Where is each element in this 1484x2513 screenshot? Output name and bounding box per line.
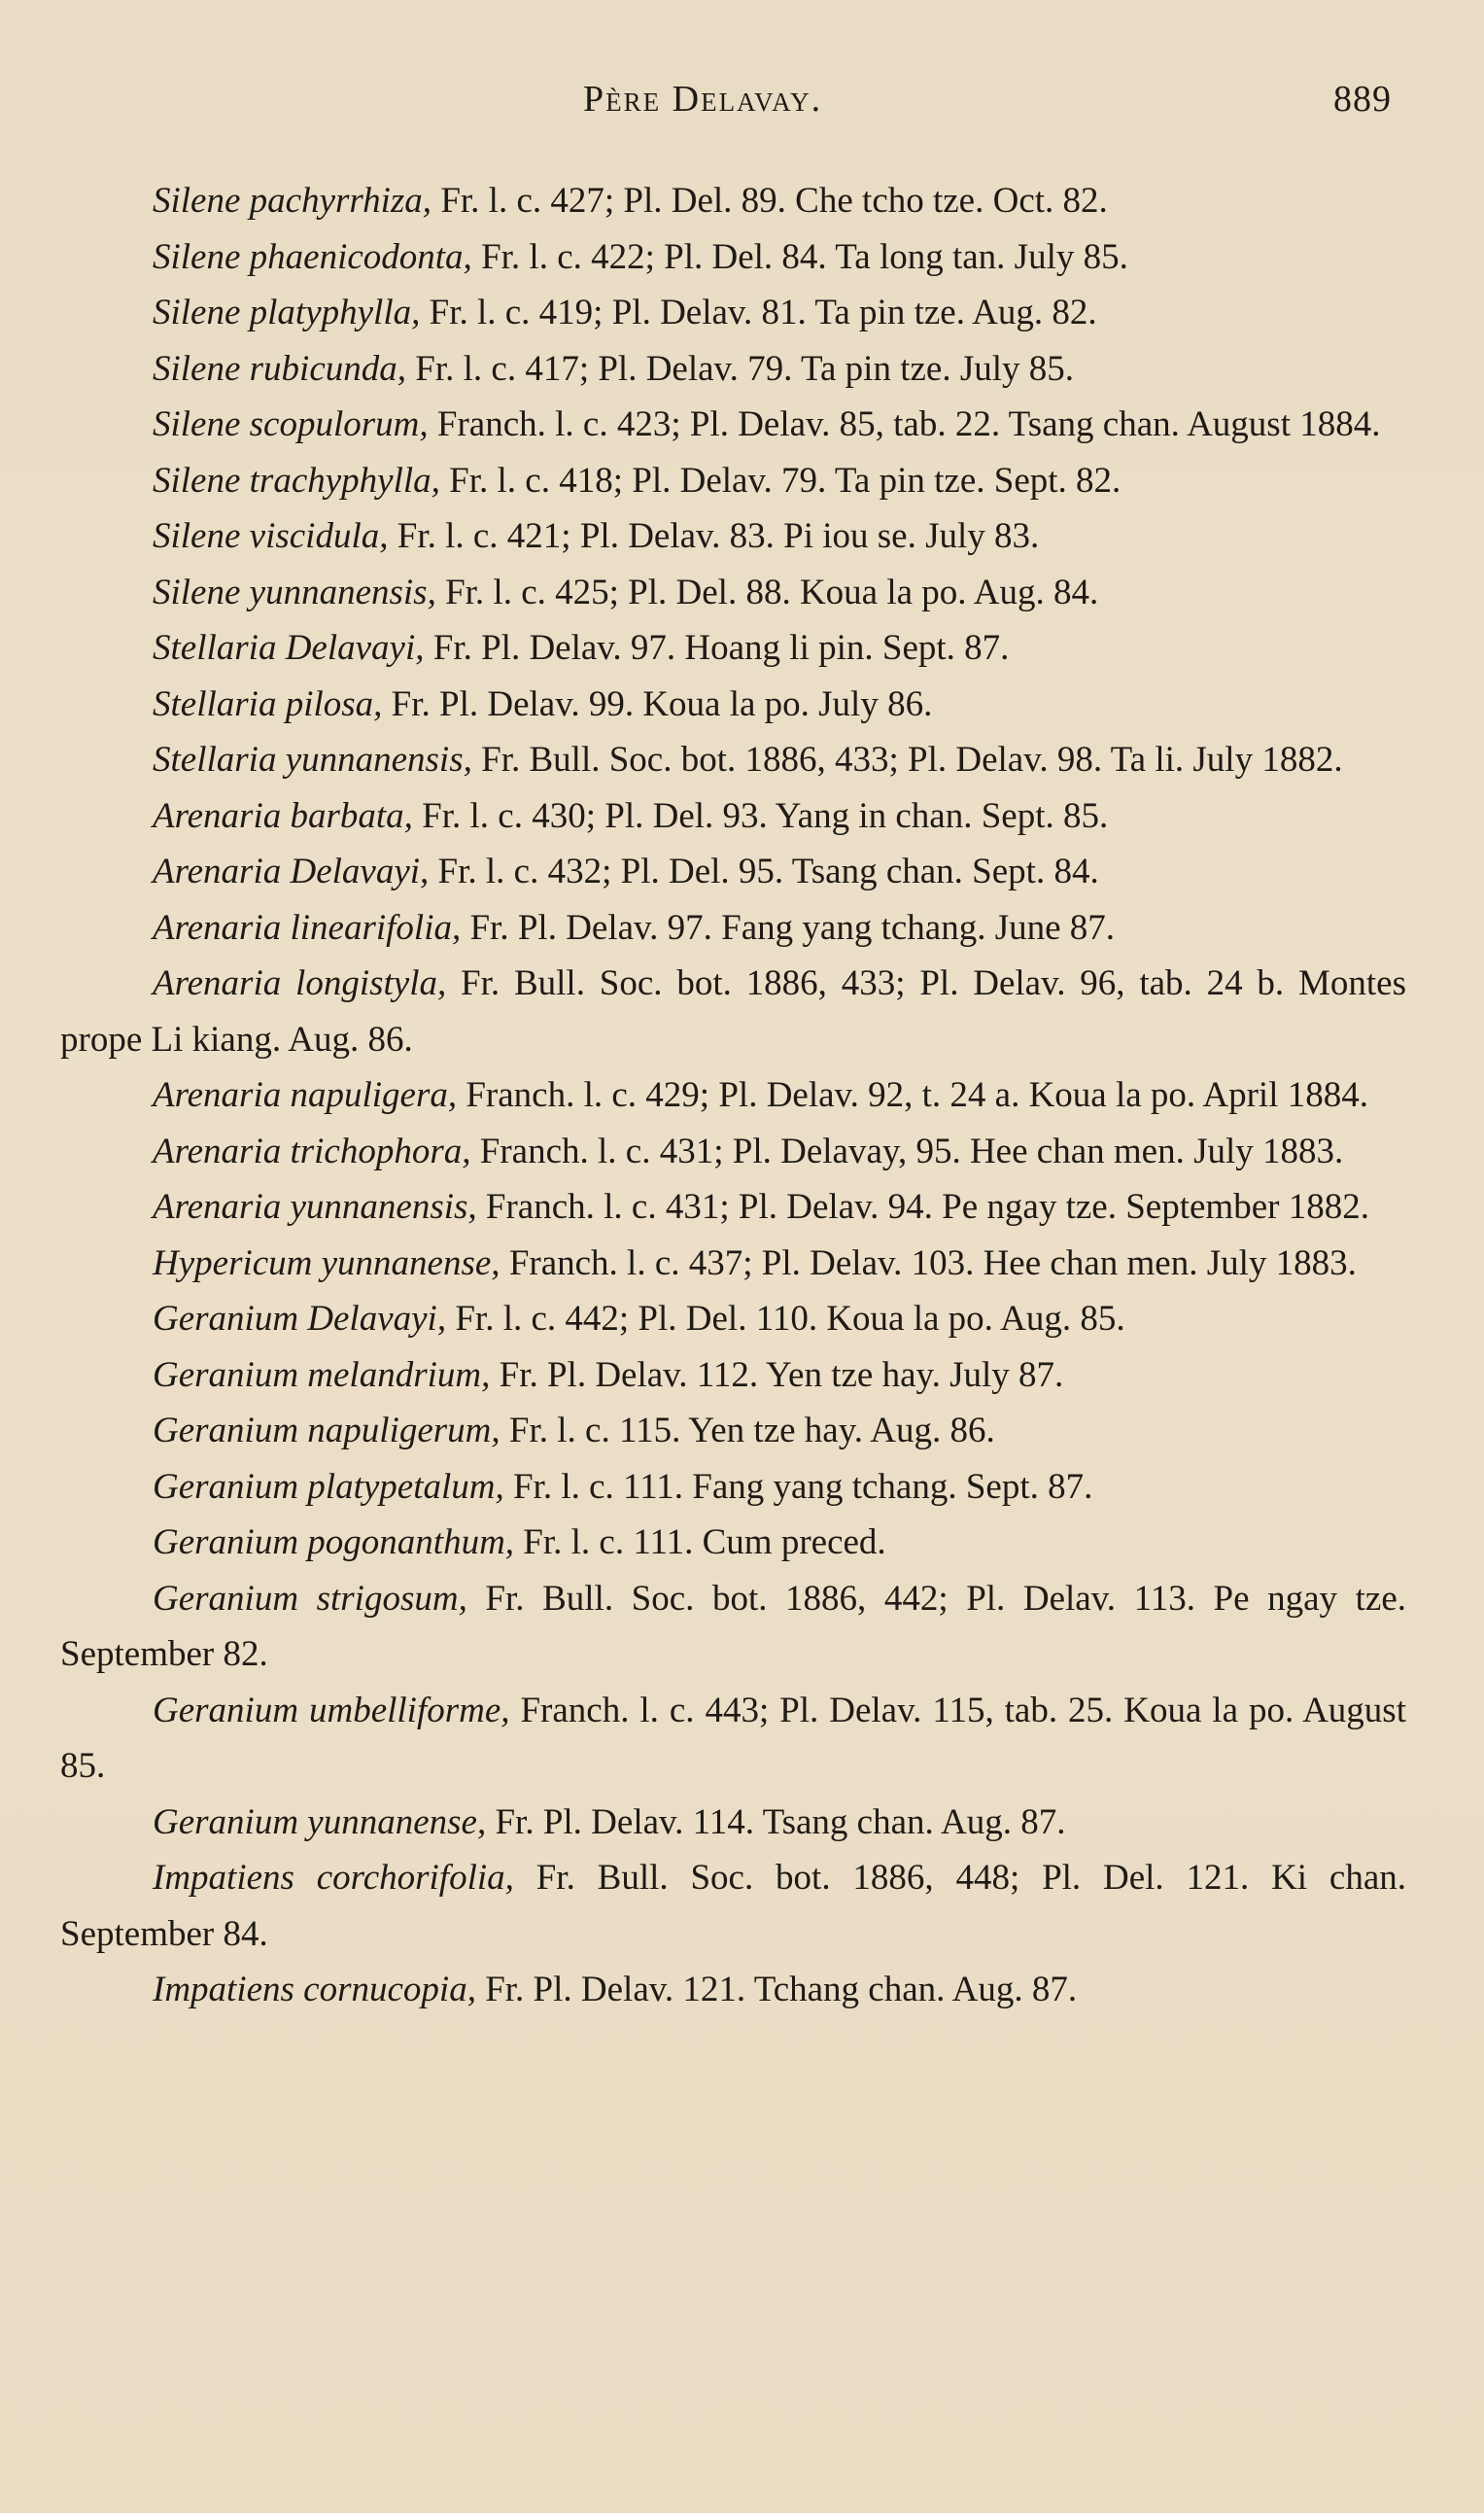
entry-details: Fr. Bull. Soc. bot. 1886, 433; Pl. Delav. 96, tab. 24 b. Montes prope Li kiang. Aug. 86.	[60, 963, 1406, 1060]
species-name: Arenaria trichophora,	[153, 1131, 471, 1171]
entry-details: Franch. l. c. 443; Pl. Delav. 115, tab. 25. Koua la po. August 85.	[60, 1690, 1406, 1786]
entry-details: Fr. Bull. Soc. bot. 1886, 433; Pl. Delav. 98. Ta li. July 1882.	[471, 740, 1343, 780]
body-text	[60, 173, 1406, 2018]
page-header	[0, 78, 1484, 136]
specimen-entry	[60, 453, 1406, 509]
entry-details: Franch. l. c. 423; Pl. Delav. 85, tab. 22. Tsang chan. August 1884.	[428, 404, 1381, 444]
species-name: Hypericum yunnanense,	[153, 1242, 500, 1283]
entry-details: Fr. l. c. 427; Pl. Del. 89. Che tcho tze. Oct. 82.	[431, 181, 1108, 221]
species-name: Silene viscidula,	[153, 516, 389, 556]
entry-details: Franch. l. c. 431; Pl. Delav. 94. Pe ngay tze. September 1882.	[476, 1187, 1369, 1227]
specimen-entry	[60, 1124, 1406, 1180]
specimen-entry	[60, 341, 1406, 398]
specimen-entry	[60, 677, 1406, 733]
species-name: Silene phaenicodonta,	[153, 236, 472, 277]
specimen-entry	[60, 1683, 1406, 1795]
species-name: Geranium napuligerum,	[153, 1411, 500, 1450]
species-name: Arenaria napuligera,	[153, 1075, 458, 1115]
species-name: Arenaria barbata,	[153, 795, 413, 836]
specimen-entry	[60, 1850, 1406, 1962]
entry-details: Fr. Pl. Delav. 97. Fang yang tchang. June 87.	[461, 907, 1116, 948]
entry-details: Fr. l. c. 111. Cum preced.	[514, 1522, 886, 1562]
species-name: Stellaria yunnanensis,	[153, 740, 472, 780]
entry-details: Franch. l. c. 437; Pl. Delav. 103. Hee chan men. July 1883.	[500, 1242, 1357, 1283]
species-name: Impatiens cornucopia,	[153, 1970, 476, 2009]
species-name: Impatiens corchorifolia,	[153, 1858, 514, 1898]
species-name: Silene trachyphylla,	[153, 460, 440, 501]
entry-details: Fr. l. c. 421; Pl. Delav. 83. Pi iou se. July 83.	[388, 516, 1040, 556]
species-name: Geranium strigosum,	[153, 1578, 467, 1619]
specimen-entry	[60, 732, 1406, 788]
specimen-entry	[60, 1403, 1406, 1459]
species-name: Geranium umbelliforme,	[153, 1690, 510, 1730]
species-name: Geranium Delavayi,	[153, 1299, 447, 1339]
specimen-entry	[60, 565, 1406, 621]
species-name: Silene scopulorum,	[153, 404, 429, 444]
entry-details: Fr. l. c. 418; Pl. Delav. 79. Ta pin tze. Sept. 82.	[439, 460, 1122, 501]
species-name: Silene rubicunda,	[153, 348, 407, 389]
entry-details: Fr. Bull. Soc. bot. 1886, 448; Pl. Del. 121. Ki chan. September 84.	[60, 1858, 1407, 1954]
specimen-entry	[60, 1571, 1406, 1683]
species-name: Stellaria Delavayi,	[153, 628, 425, 668]
specimen-entry	[60, 788, 1406, 845]
species-name: Arenaria Delavayi,	[153, 852, 430, 891]
specimen-entry	[60, 1236, 1406, 1292]
species-name: Silene platyphylla,	[153, 293, 421, 332]
specimen-entry	[60, 620, 1406, 677]
specimen-entry	[60, 1291, 1406, 1347]
running-head: Père Delavay.	[583, 79, 823, 120]
species-name: Arenaria linearifolia,	[153, 907, 462, 948]
specimen-entry	[60, 956, 1406, 1067]
entry-details: Fr. Pl. Delav. 99. Koua la po. July 86.	[382, 683, 933, 724]
entry-details: Franch. l. c. 429; Pl. Delav. 92, t. 24 a. Koua la po. April 1884.	[457, 1075, 1368, 1115]
species-name: Geranium melandrium,	[153, 1354, 491, 1395]
species-name: Silene pachyrrhiza,	[153, 181, 432, 221]
entry-details: Fr. Bull. Soc. bot. 1886, 442; Pl. Delav. 113. Pe ngay tze. September 82.	[60, 1578, 1406, 1674]
entry-details: Franch. l. c. 431; Pl. Delavay, 95. Hee chan men. July 1883.	[470, 1131, 1344, 1171]
entry-details: Fr. Pl. Delav. 112. Yen tze hay. July 87.	[490, 1354, 1064, 1395]
specimen-entry	[60, 900, 1406, 957]
entry-details: Fr. l. c. 417; Pl. Delav. 79. Ta pin tze. July 85.	[406, 348, 1075, 389]
entry-details: Fr. Pl. Delav. 121. Tchang chan. Aug. 87.	[475, 1970, 1078, 2009]
entry-details: Fr. l. c. 422; Pl. Del. 84. Ta long tan. July 85.	[471, 236, 1128, 277]
specimen-entry	[60, 173, 1406, 229]
specimen-entry	[60, 1515, 1406, 1571]
specimen-entry	[60, 1179, 1406, 1236]
specimen-entry	[60, 397, 1406, 453]
entry-details: Fr. Pl. Delav. 97. Hoang li pin. Sept. 87.	[424, 628, 1010, 668]
specimen-entry	[60, 508, 1406, 565]
specimen-entry	[60, 844, 1406, 900]
species-name: Silene yunnanensis,	[153, 572, 436, 612]
entry-details: Fr. l. c. 111. Fang yang tchang. Sept. 87.	[503, 1466, 1093, 1507]
entry-details: Fr. Pl. Delav. 114. Tsang chan. Aug. 87.	[486, 1801, 1066, 1842]
page-number: 889	[1333, 79, 1392, 120]
species-name: Geranium yunnanense,	[153, 1801, 487, 1842]
entry-details: Fr. l. c. 425; Pl. Del. 88. Koua la po. Aug. 84.	[435, 572, 1099, 612]
species-name: Geranium pogonanthum,	[153, 1522, 515, 1562]
entry-details: Fr. l. c. 430; Pl. Del. 93. Yang in chan. Sept. 85.	[412, 795, 1109, 836]
specimen-entry	[60, 1795, 1406, 1851]
specimen-entry	[60, 1459, 1406, 1516]
specimen-entry	[60, 1962, 1406, 2018]
species-name: Stellaria pilosa,	[153, 683, 383, 724]
entry-details: Fr. l. c. 419; Pl. Delav. 81. Ta pin tze. Aug. 82.	[420, 293, 1097, 332]
species-name: Arenaria yunnanensis,	[153, 1187, 477, 1227]
entry-details: Fr. l. c. 432; Pl. Del. 95. Tsang chan. Sept. 84.	[429, 852, 1099, 891]
specimen-entry	[60, 1347, 1406, 1404]
species-name: Arenaria longistyla,	[153, 963, 447, 1003]
entry-details: Fr. l. c. 115. Yen tze hay. Aug. 86.	[500, 1411, 995, 1450]
species-name: Geranium platypetalum,	[153, 1466, 504, 1507]
specimen-entry	[60, 229, 1406, 286]
specimen-entry	[60, 1067, 1406, 1124]
specimen-entry	[60, 285, 1406, 341]
entry-details: Fr. l. c. 442; Pl. Del. 110. Koua la po. Aug. 85.	[446, 1299, 1125, 1339]
